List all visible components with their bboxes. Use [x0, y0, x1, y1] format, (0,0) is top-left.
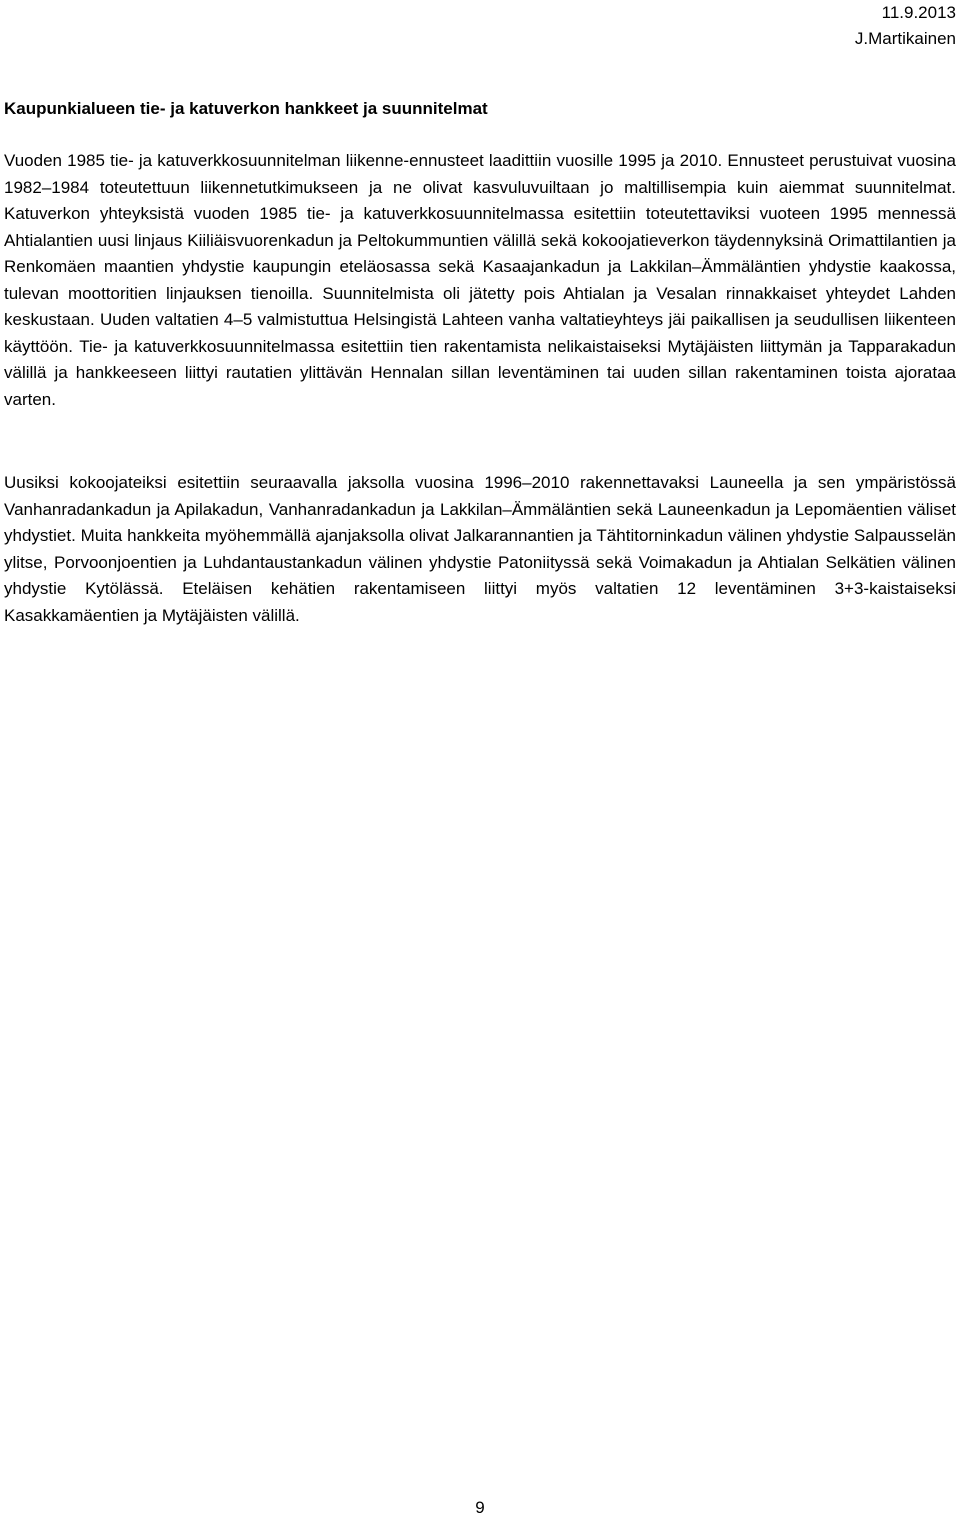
body-paragraph-2: Uusiksi kokoojateiksi esitettiin seuraavalla jaksolla vuosina 1996–2010 rakennettavaksi Launeella ja sen ympäristössä Vanhanradankadun ja Apilakadun, Vanhanradankadun ja Lakkilan–Ämmäläntien sekä Launeenkadun ja Lepomäentien väliset yhdystiet. Muita hankkeita myöhemmällä ajanjaksolla olivat Jalkarannantien ja Tähtitorninkadun välinen yhdystie Salpausselän ylitse, Porvoonjoentien ja Luhdantaustankadun välinen yhdystie Patoniityssä sekä Voimakadun ja Ahtialan Selkätien välinen yhdystie Kytölässä. Eteläisen kehätien rakentamiseen liittyi myös valtatien 12 leventäminen 3+3-kaistaiseksi Kasakkamäentien ja Mytäjäisten välillä. [4, 473, 956, 625]
body-paragraph-1: Vuoden 1985 tie- ja katuverkkosuunnitelman liikenne-ennusteet laadittiin vuosille 1995 ja 2010. Ennusteet perustuivat vuosina 1982–1984 toteutettuun liikennetutkimukseen ja ne olivat kasvuluvuiltaan jo maltillisempia kuin aiemmat suunnitelmat. Katuverkon yhteyksistä vuoden 1985 tie- ja katuverkkosuunnitelmassa esitettiin toteutettaviksi vuoteen 1995 mennessä Ahtialantien uusi linjaus Kiiliäisvuorenkadun ja Peltokummuntien välillä sekä kokoojatieverkon täydennyksinä Orimattilantien ja Renkomäen maantien yhdystie kaupungin eteläosassa sekä Kasaajankadun ja Lakkilan–Ämmäläntien yhdystie kaakossa, tulevan moottoritien linjauksen tienoilla. Suunnitelmista oli jätetty pois Ahtialan ja Vesalan rinnakkaiset yhteydet Lahden keskustaan. Uuden valtatien 4–5 valmistuttua Helsingistä Lahteen vanha valtatieyhteys jäi paikallisen ja seudullisen liikenteen käyttöön. Tie- ja katuverkkosuunnitelmassa esitettiin tien rakentamista nelikaistaiseksi Mytäjäisten liittymän ja Tapparakadun välillä ja hankkeeseen liittyi rautatien ylittävän Hennalan sillan leventäminen tai uuden sillan rakentaminen toista ajorataa varten. [4, 151, 956, 409]
page-title: Kaupunkialueen tie- ja katuverkon hankkeet ja suunnitelmat [4, 99, 488, 118]
page-header [855, 0, 956, 52]
page-number: 9 [475, 1498, 485, 1517]
header-author: J.Martikainen [854, 29, 956, 48]
header-date: 11.9.2013 [881, 3, 956, 22]
